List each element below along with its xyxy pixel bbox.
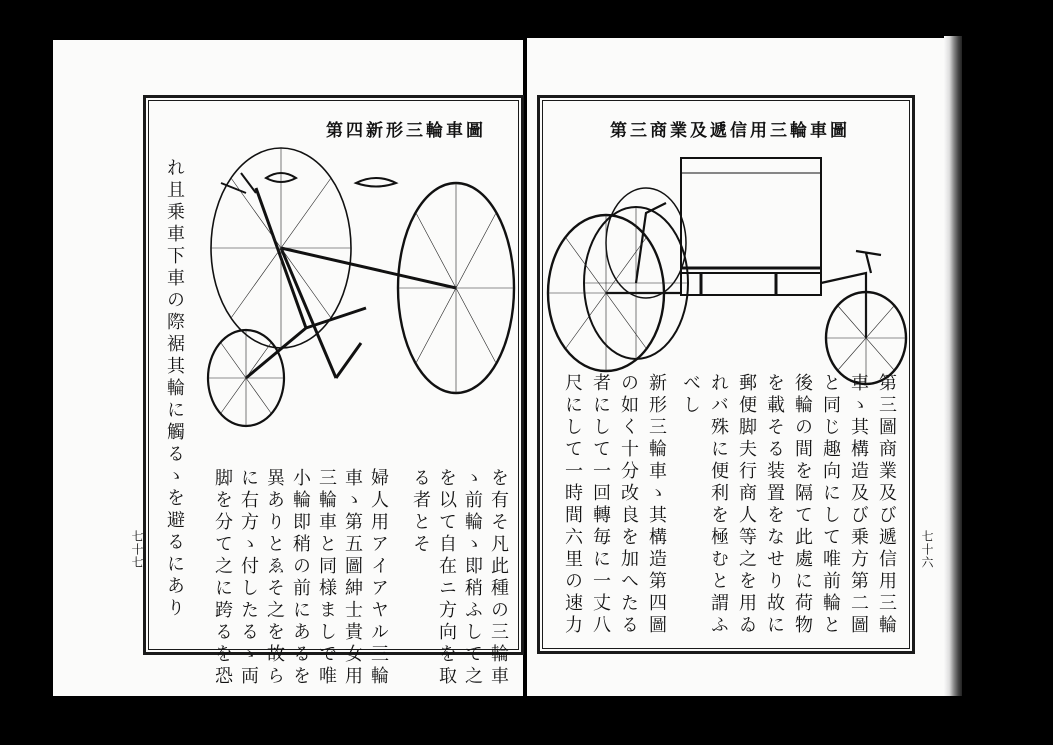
- text-column: 婦人用アイアヤル三輪: [368, 468, 389, 688]
- page-number-right: 七十六: [920, 530, 934, 569]
- text-column: 小輪即稍の前にあるを: [290, 468, 311, 688]
- text-column: を載そる装置をなせり故に: [764, 373, 785, 637]
- left-figure-caption: 第四新形三輪車圖: [326, 121, 486, 141]
- text-column: 尺にして一時間六里の速力: [562, 373, 583, 637]
- text-column: を以て自在ニ方向を取: [436, 468, 457, 688]
- tricycle-illustration-third: [546, 143, 908, 403]
- text-column: 車ゝ其構造及び乗方第二圖: [848, 373, 869, 637]
- right-page: [527, 38, 947, 696]
- text-column: 者にして一回轉毎に一丈八: [590, 373, 611, 637]
- text-column: の如く十分改良を加へたる: [618, 373, 639, 637]
- text-column: と同じ趣向にして唯前輪と: [820, 373, 841, 637]
- text-column: 脚を分て之に跨るを恐: [212, 468, 233, 688]
- text-column: ゝ前輪ゝ即稍ふして之: [462, 468, 483, 688]
- right-figure-caption: 第三商業及遞信用三輪車圖: [610, 121, 850, 141]
- text-column: 第三圖商業及び遞信用三輪: [876, 373, 897, 637]
- page-number-left: 七十七: [130, 530, 144, 569]
- page-edge-shadow: [944, 36, 962, 696]
- text-column: に右方ゝ付したるゝ両: [238, 468, 259, 688]
- text-column: べし: [680, 373, 701, 417]
- text-column: 後輪の間を隔て此處に荷物: [792, 373, 813, 637]
- text-column: を有そ凡此種の三輪車: [488, 468, 509, 688]
- text-column: 車ゝ第五圖紳士貴女用: [342, 468, 363, 688]
- right-page-frame: [537, 95, 915, 654]
- text-column: 郵便脚夫行商人等之を用ゐ: [736, 373, 757, 637]
- left-page: [53, 40, 523, 696]
- text-column: 異ありとゑそ之を故ら: [264, 468, 285, 688]
- text-column: 新形三輪車ゝ其構造第四圖: [646, 373, 667, 637]
- text-column: れ且乗車下車の際裾其輪に觸るゝを避るにあり: [164, 158, 185, 620]
- text-column: る者とそ: [410, 468, 431, 556]
- text-column: 三輪車と同様ましで唯: [316, 468, 337, 688]
- tricycle-illustration-fourth: [186, 138, 516, 428]
- text-column: れバ殊に便利を極むと謂ふ: [708, 373, 729, 637]
- left-page-frame: [143, 95, 524, 688]
